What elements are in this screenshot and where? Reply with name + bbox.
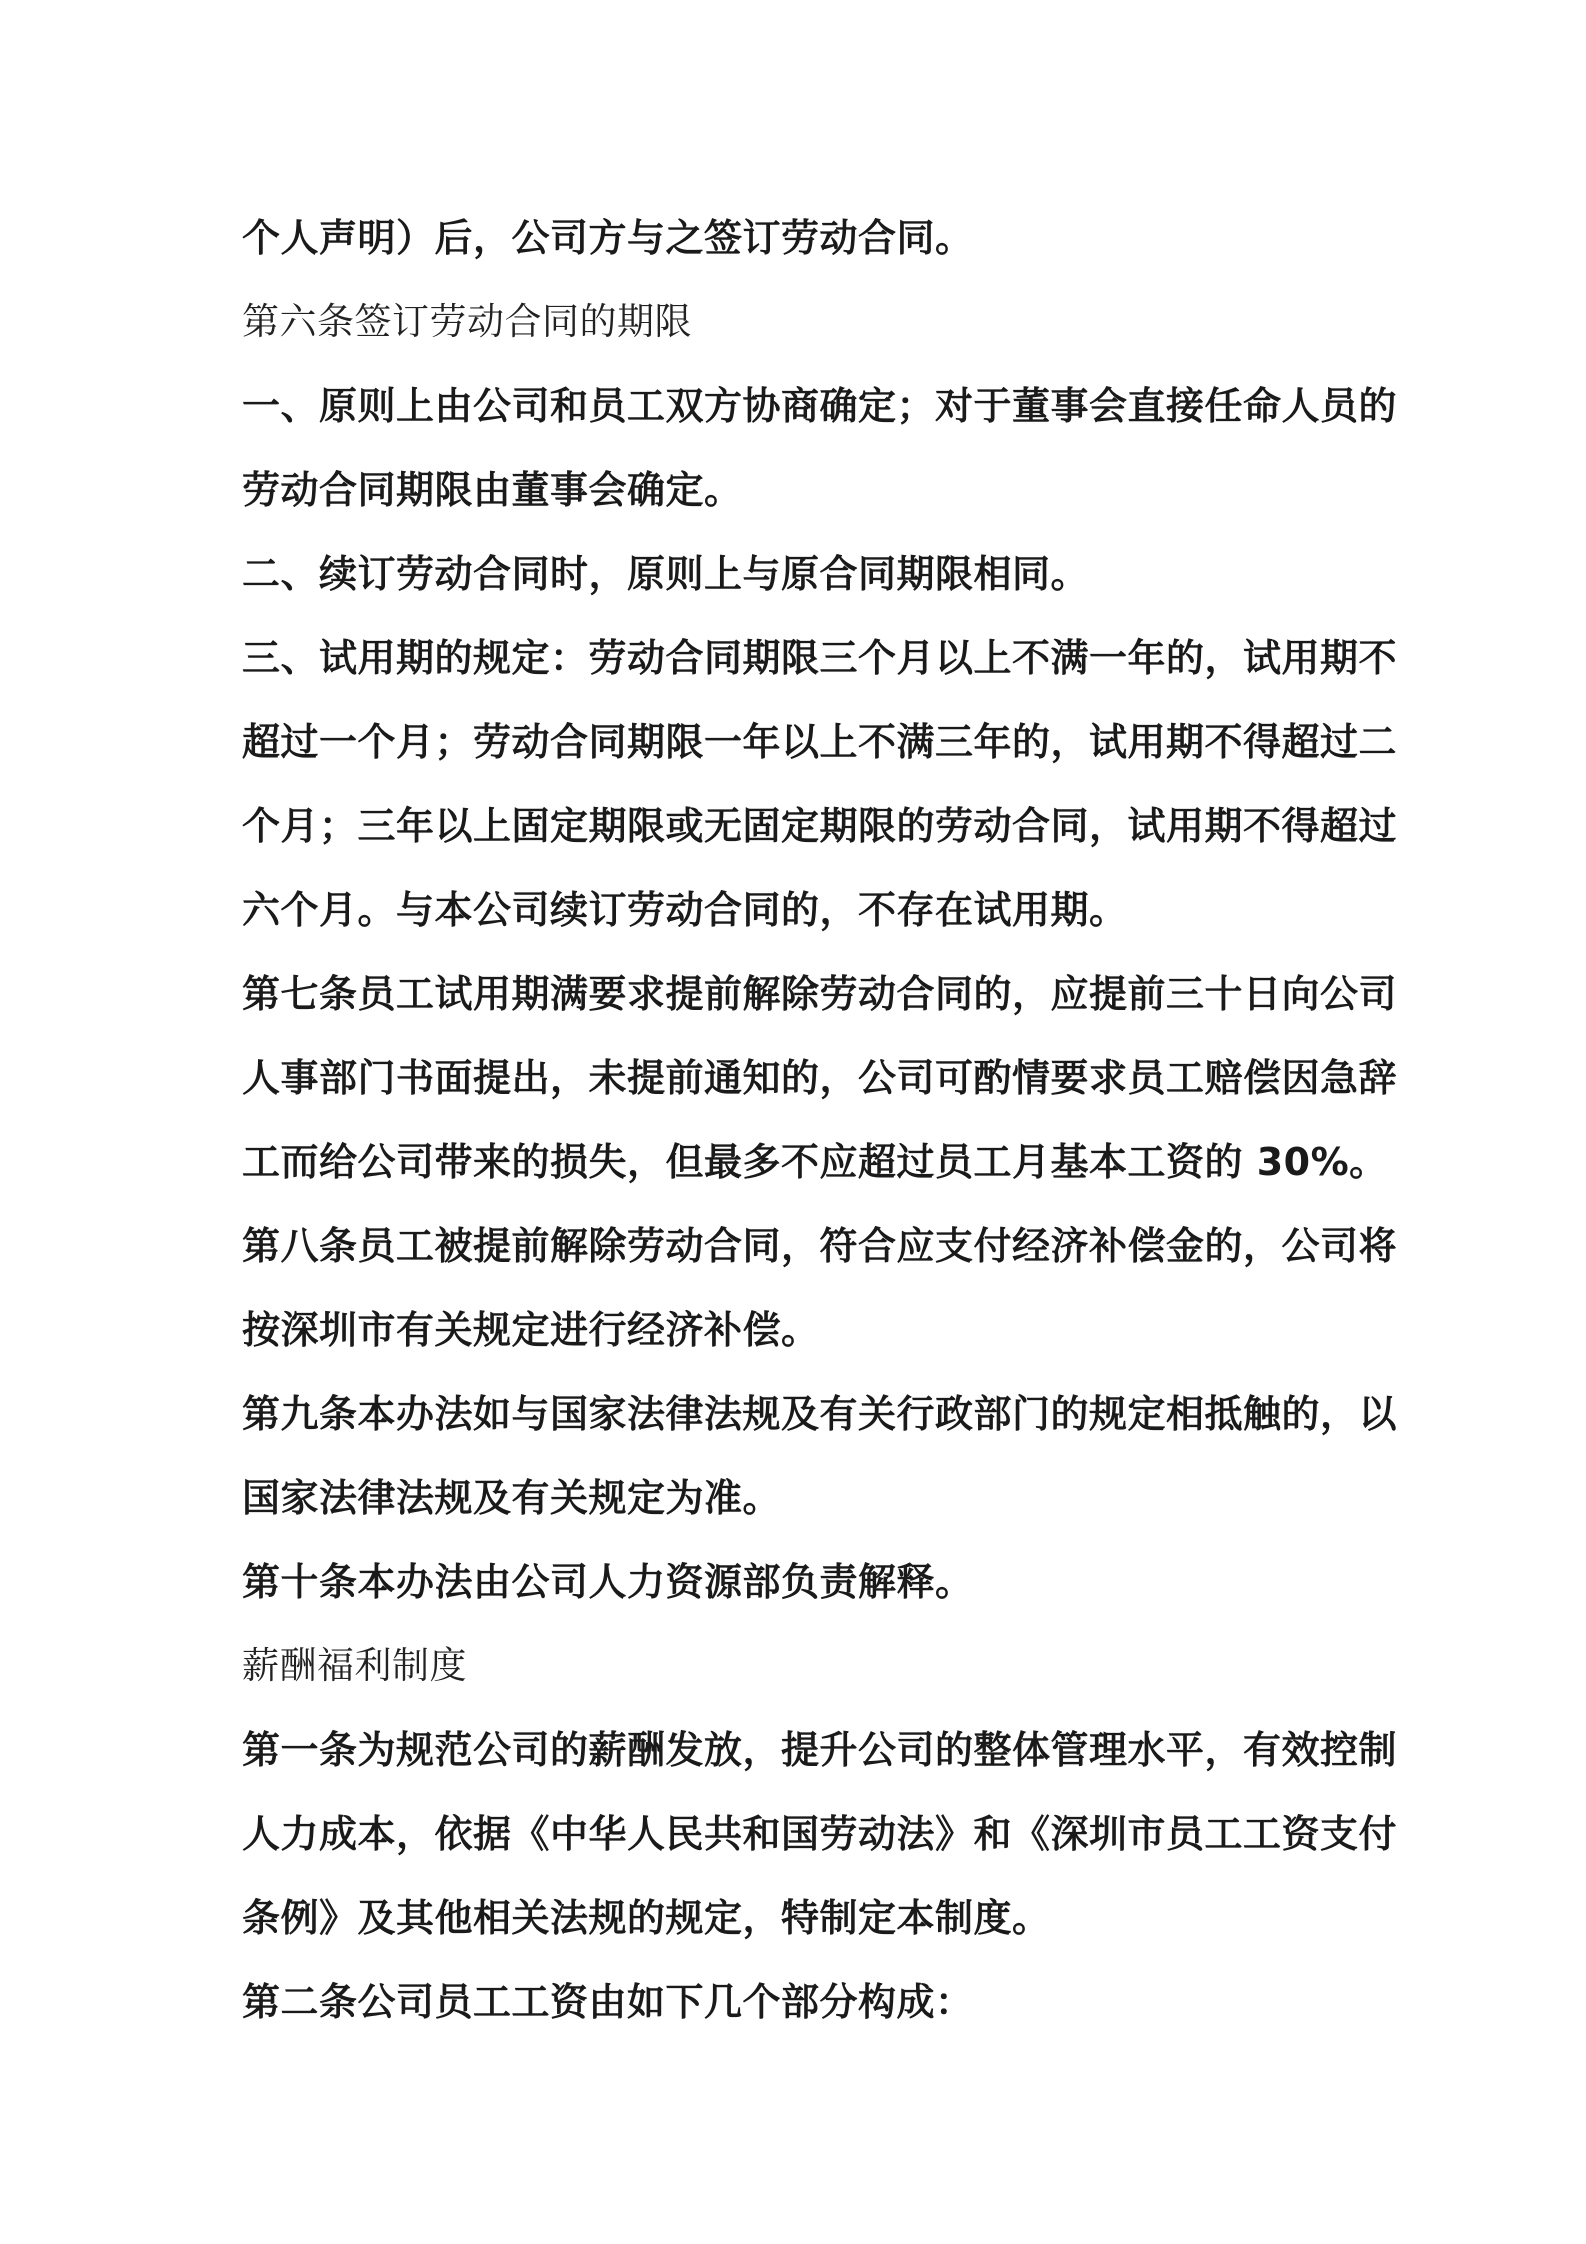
text-line: 个人声明）后，公司方与之签订劳动合同。 <box>242 216 974 260</box>
text-line: 二、续订劳动合同时，原则上与原合同期限相同。 <box>242 552 1090 596</box>
text-line: 三、试用期的规定：劳动合同期限三个月以上不满一年的，试用期不 <box>242 636 1398 680</box>
text-line: 劳动合同期限由董事会确定。 <box>242 468 743 512</box>
text-line: 超过一个月；劳动合同期限一年以上不满三年的，试用期不得超过二 <box>242 720 1398 764</box>
text-line: 第七条员工试用期满要求提前解除劳动合同的，应提前三十日向公司 <box>242 972 1398 1016</box>
text-line: 一、原则上由公司和员工双方协商确定；对于董事会直接任命人员的 <box>242 384 1398 428</box>
section-heading: 薪酬福利制度 <box>242 1644 467 1687</box>
section-heading: 第六条签订劳动合同的期限 <box>242 300 692 343</box>
text-line: 按深圳市有关规定进行经济补偿。 <box>242 1308 820 1352</box>
text-line: 第一条为规范公司的薪酬发放，提升公司的整体管理水平，有效控制 <box>242 1728 1398 1772</box>
text-line: 人事部门书面提出，未提前通知的，公司可酌情要求员工赔偿因急辞 <box>242 1056 1398 1100</box>
text-line: 第二条公司员工工资由如下几个部分构成： <box>242 1980 974 2024</box>
text-line: 第九条本办法如与国家法律法规及有关行政部门的规定相抵触的，以 <box>242 1392 1398 1436</box>
text-line: 人力成本，依据《中华人民共和国劳动法》和《深圳市员工工资支付 <box>242 1812 1398 1856</box>
text-line: 个月；三年以上固定期限或无固定期限的劳动合同，试用期不得超过 <box>242 804 1398 848</box>
text-line: 工而给公司带来的损失，但最多不应超过员工月基本工资的 30%。 <box>242 1140 1388 1184</box>
text-line: 第八条员工被提前解除劳动合同，符合应支付经济补偿金的，公司将 <box>242 1224 1398 1268</box>
text-line: 条例》及其他相关法规的规定，特制定本制度。 <box>242 1896 1051 1940</box>
text-line: 国家法律法规及有关规定为准。 <box>242 1476 782 1520</box>
text-line: 六个月。与本公司续订劳动合同的，不存在试用期。 <box>242 888 1128 932</box>
document-body <box>242 196 1398 2044</box>
text-line: 第十条本办法由公司人力资源部负责解释。 <box>242 1560 974 1604</box>
